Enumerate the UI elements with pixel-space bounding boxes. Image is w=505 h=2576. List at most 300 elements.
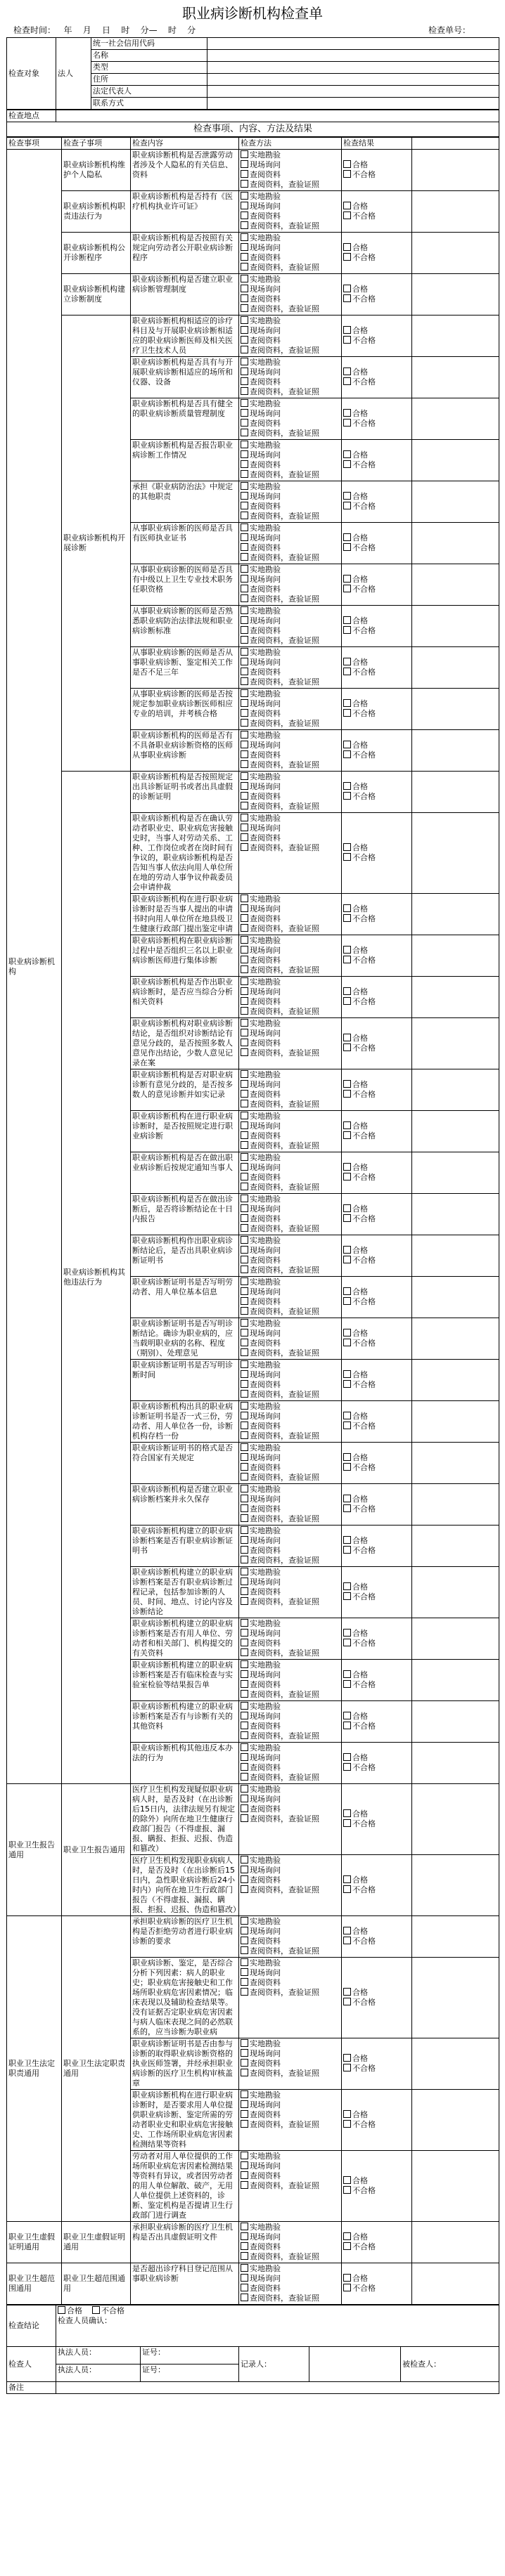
method-option[interactable] [241,1937,340,1946]
result-option[interactable] [343,1422,410,1431]
method-option[interactable] [241,377,340,387]
method-option[interactable] [241,1029,340,1039]
method-option[interactable] [241,699,340,709]
result-option[interactable] [343,1090,410,1100]
target-field-value[interactable] [207,62,499,74]
method-option[interactable] [241,160,340,170]
result-option[interactable] [343,2284,410,2294]
target-field-value[interactable] [207,38,499,50]
method-option[interactable] [241,2252,340,2262]
target-field-value[interactable] [207,98,499,110]
method-option[interactable] [241,2284,340,2294]
method-option[interactable] [241,1224,340,1234]
method-option[interactable] [241,2039,340,2049]
recorder-field[interactable] [309,2347,401,2382]
result-option[interactable] [343,575,410,585]
method-option[interactable] [241,750,340,760]
method-option[interactable] [241,1412,340,1422]
method-option[interactable] [241,2274,340,2284]
blank-cell[interactable] [412,1618,499,1660]
blank-cell[interactable] [412,977,499,1018]
method-option[interactable] [241,1773,340,1783]
blank-cell[interactable] [412,2263,499,2305]
method-option[interactable] [241,1587,340,1597]
method-option[interactable] [241,1619,340,1629]
method-option[interactable] [241,470,340,480]
method-option[interactable] [241,1402,340,1412]
method-option[interactable] [241,1785,340,1795]
method-option[interactable] [241,2223,340,2232]
method-option[interactable] [241,1495,340,1504]
method-option[interactable] [241,285,340,294]
method-option[interactable] [241,1277,340,1287]
method-option[interactable] [241,2069,340,2079]
method-option[interactable] [241,1568,340,1578]
method-option[interactable] [241,2152,340,2161]
blank-cell[interactable] [412,1743,499,1784]
result-option[interactable] [343,285,410,294]
method-option[interactable] [241,482,340,492]
method-option[interactable] [241,741,340,750]
method-option[interactable] [241,1722,340,1731]
method-option[interactable] [241,1473,340,1483]
method-option[interactable] [241,1183,340,1192]
result-option[interactable] [343,2232,410,2242]
method-option[interactable] [241,1526,340,1536]
method-option[interactable] [241,1712,340,1722]
result-option[interactable] [343,377,410,387]
result-option[interactable] [343,853,410,863]
method-option[interactable] [241,2120,340,2130]
method-option[interactable] [241,429,340,438]
result-option[interactable] [343,585,410,594]
method-option[interactable] [241,616,340,626]
method-option[interactable] [241,1885,340,1895]
result-option[interactable] [343,1131,410,1141]
blank-cell[interactable] [412,689,499,730]
method-option[interactable] [241,192,340,202]
method-option[interactable] [241,419,340,429]
method-option[interactable] [241,316,340,326]
blank-cell[interactable] [412,523,499,564]
result-option[interactable] [343,450,410,460]
result-option[interactable] [343,658,410,668]
method-option[interactable] [241,1927,340,1937]
blank-cell[interactable] [412,1235,499,1277]
method-option[interactable] [241,1246,340,1256]
method-option[interactable] [241,1968,340,1978]
remarks-field[interactable] [56,2382,499,2394]
blank-cell[interactable] [412,440,499,481]
result-option[interactable] [343,502,410,512]
method-option[interactable] [241,2100,340,2110]
method-option[interactable] [241,802,340,812]
method-option[interactable] [241,1039,340,1048]
blank-cell[interactable] [412,481,499,523]
result-option[interactable] [343,492,410,502]
method-option[interactable] [241,1319,340,1329]
method-option[interactable] [241,1463,340,1473]
result-option[interactable] [343,956,410,965]
result-option[interactable] [343,626,410,636]
method-option[interactable] [241,304,340,314]
blank-cell[interactable] [412,398,499,440]
method-option[interactable] [241,399,340,409]
method-option[interactable] [241,294,340,304]
blank-cell[interactable] [412,1855,499,1916]
result-option[interactable] [343,750,410,760]
method-option[interactable] [241,1121,340,1131]
method-option[interactable] [241,565,340,575]
blank-cell[interactable] [412,606,499,647]
result-option[interactable] [343,1937,410,1946]
method-option[interactable] [241,1390,340,1400]
result-option[interactable] [343,1339,410,1348]
result-option[interactable] [343,616,410,626]
result-option[interactable] [343,212,410,221]
result-option[interactable] [343,792,410,802]
method-option[interactable] [241,792,340,802]
method-option[interactable] [241,924,340,934]
blank-cell[interactable] [412,894,499,935]
method-option[interactable] [241,1297,340,1307]
result-option[interactable] [343,2242,410,2252]
method-option[interactable] [241,326,340,336]
blank-cell[interactable] [412,274,499,316]
method-option[interactable] [241,1370,340,1380]
result-option[interactable] [343,1680,410,1690]
result-option[interactable] [343,2110,410,2120]
method-option[interactable] [241,1360,340,1370]
result-option[interactable] [343,1504,410,1514]
method-option[interactable] [241,904,340,914]
method-option[interactable] [241,1946,340,1956]
method-option[interactable] [241,1453,340,1463]
method-option[interactable] [241,648,340,658]
method-option[interactable] [241,180,340,190]
method-option[interactable] [241,243,340,253]
result-option[interactable] [343,904,410,914]
result-option[interactable] [343,1034,410,1043]
method-option[interactable] [241,606,340,616]
method-option[interactable] [241,492,340,502]
result-option[interactable] [343,741,410,750]
blank-cell[interactable] [412,730,499,772]
method-option[interactable] [241,202,340,212]
method-option[interactable] [241,946,340,956]
result-option[interactable] [343,1121,410,1131]
method-option[interactable] [241,1266,340,1275]
result-option[interactable] [343,1412,410,1422]
method-option[interactable] [241,1629,340,1639]
method-option[interactable] [241,668,340,677]
blank-cell[interactable] [412,647,499,689]
result-option[interactable] [343,987,410,997]
blank-cell[interactable] [412,1484,499,1526]
method-option[interactable] [241,594,340,604]
result-option[interactable] [343,1712,410,1722]
result-option[interactable] [343,1885,410,1895]
method-option[interactable] [241,689,340,699]
result-option[interactable] [343,294,410,304]
method-option[interactable] [241,1204,340,1214]
method-option[interactable] [241,1339,340,1348]
result-option[interactable] [343,2176,410,2186]
result-option[interactable] [343,170,410,180]
method-option[interactable] [241,543,340,553]
method-option[interactable] [241,553,340,563]
method-option[interactable] [241,502,340,512]
conclusion-pass-option[interactable]: 合格 [58,2306,82,2315]
method-option[interactable] [241,1917,340,1927]
blank-cell[interactable] [412,2038,499,2090]
method-option[interactable] [241,221,340,231]
result-option[interactable] [343,1536,410,1546]
blank-cell[interactable] [412,564,499,606]
method-option[interactable] [241,1112,340,1121]
result-option[interactable] [343,326,410,336]
result-option[interactable] [343,1639,410,1648]
method-option[interactable] [241,833,340,843]
method-option[interactable] [241,1690,340,1700]
method-option[interactable] [241,760,340,770]
blank-cell[interactable] [412,1360,499,1401]
method-option[interactable] [241,1958,340,1968]
method-option[interactable] [241,1195,340,1204]
method-option[interactable] [241,523,340,533]
method-option[interactable] [241,409,340,419]
result-option[interactable] [343,253,410,263]
method-option[interactable] [241,2181,340,2191]
method-option[interactable] [241,1080,340,1090]
method-option[interactable] [241,965,340,975]
method-option[interactable] [241,460,340,470]
blank-cell[interactable] [412,1958,499,2038]
blank-cell[interactable] [412,2151,499,2222]
method-option[interactable] [241,346,340,356]
result-option[interactable] [343,1753,410,1763]
result-option[interactable] [343,1495,410,1504]
blank-cell[interactable] [412,1443,499,1484]
method-option[interactable] [241,1070,340,1080]
result-option[interactable] [343,1043,410,1053]
method-option[interactable] [241,1795,340,1804]
result-option[interactable] [343,243,410,253]
method-option[interactable] [241,987,340,997]
method-option[interactable] [241,1763,340,1773]
method-option[interactable] [241,914,340,924]
method-option[interactable] [241,977,340,987]
result-option[interactable] [343,1988,410,1998]
result-option[interactable] [343,1173,410,1183]
result-option[interactable] [343,2054,410,2064]
method-option[interactable] [241,367,340,377]
method-option[interactable] [241,1556,340,1566]
result-option[interactable] [343,1246,410,1256]
blank-cell[interactable] [412,1916,499,1958]
blank-cell[interactable] [412,191,499,233]
blank-cell[interactable] [412,1152,499,1194]
blank-cell[interactable] [412,1401,499,1443]
method-option[interactable] [241,2264,340,2274]
result-option[interactable] [343,160,410,170]
result-option[interactable] [343,1329,410,1339]
result-option[interactable] [343,336,410,346]
method-option[interactable] [241,1131,340,1141]
method-option[interactable] [241,2171,340,2181]
location-field[interactable] [56,110,499,122]
method-option[interactable] [241,2242,340,2252]
method-option[interactable] [241,1578,340,1587]
result-option[interactable] [343,1722,410,1731]
result-option[interactable] [343,1582,410,1592]
method-option[interactable] [241,2161,340,2171]
method-option[interactable] [241,1256,340,1266]
result-option[interactable] [343,2064,410,2074]
method-option[interactable] [241,1536,340,1546]
method-option[interactable] [241,1680,340,1690]
method-option[interactable] [241,2232,340,2242]
method-option[interactable] [241,1007,340,1017]
blank-cell[interactable] [412,813,499,894]
result-option[interactable] [343,1629,410,1639]
method-option[interactable] [241,895,340,904]
method-option[interactable] [241,1214,340,1224]
method-option[interactable] [241,263,340,273]
result-option[interactable] [343,1370,410,1380]
method-option[interactable] [241,1348,340,1358]
target-field-value[interactable] [207,50,499,62]
method-option[interactable] [241,1814,340,1824]
method-option[interactable] [241,1141,340,1151]
method-option[interactable] [241,1422,340,1431]
method-option[interactable] [241,275,340,285]
result-option[interactable] [343,668,410,677]
method-option[interactable] [241,1546,340,1556]
method-option[interactable] [241,387,340,397]
method-option[interactable] [241,719,340,729]
method-option[interactable] [241,512,340,521]
method-option[interactable] [241,253,340,263]
result-option[interactable] [343,1875,410,1885]
blank-cell[interactable] [412,2090,499,2151]
method-option[interactable] [241,1514,340,1524]
method-option[interactable] [241,2090,340,2100]
method-option[interactable] [241,782,340,792]
blank-cell[interactable] [412,357,499,398]
method-option[interactable] [241,1173,340,1183]
blank-cell[interactable] [412,1526,499,1567]
result-option[interactable] [343,533,410,543]
method-option[interactable] [241,1100,340,1110]
result-option[interactable] [343,367,410,377]
blank-cell[interactable] [412,772,499,813]
method-option[interactable] [241,814,340,824]
result-option[interactable] [343,2274,410,2284]
method-option[interactable] [241,1431,340,1441]
method-option[interactable] [241,1978,340,1988]
method-option[interactable] [241,2294,340,2303]
method-option[interactable] [241,626,340,636]
method-option[interactable] [241,1731,340,1741]
result-option[interactable] [343,460,410,470]
method-option[interactable] [241,533,340,543]
method-option[interactable] [241,1287,340,1297]
result-option[interactable] [343,1163,410,1173]
method-option[interactable] [241,1804,340,1814]
blank-cell[interactable] [412,233,499,274]
blank-cell[interactable] [412,2222,499,2263]
method-option[interactable] [241,1639,340,1648]
method-option[interactable] [241,1090,340,1100]
blank-cell[interactable] [412,1701,499,1743]
method-option[interactable] [241,1753,340,1763]
method-option[interactable] [241,1856,340,1866]
result-option[interactable] [343,914,410,924]
result-option[interactable] [343,699,410,709]
result-option[interactable] [343,1297,410,1307]
method-option[interactable] [241,1485,340,1495]
method-option[interactable] [241,1504,340,1514]
blank-cell[interactable] [412,1194,499,1235]
method-option[interactable] [241,575,340,585]
blank-cell[interactable] [412,150,499,191]
result-option[interactable] [343,1763,410,1773]
method-option[interactable] [241,150,340,160]
result-option[interactable] [343,1592,410,1602]
method-option[interactable] [241,936,340,946]
method-option[interactable] [241,1743,340,1753]
method-option[interactable] [241,997,340,1007]
method-option[interactable] [241,1329,340,1339]
method-option[interactable] [241,1236,340,1246]
method-option[interactable] [241,441,340,450]
target-field-value[interactable] [207,74,499,86]
blank-cell[interactable] [412,1111,499,1152]
blank-cell[interactable] [412,316,499,357]
result-option[interactable] [343,419,410,429]
result-option[interactable] [343,782,410,792]
method-option[interactable] [241,824,340,833]
blank-cell[interactable] [412,1318,499,1360]
method-option[interactable] [241,1048,340,1058]
result-option[interactable] [343,2186,410,2196]
conclusion-fail-option[interactable]: 不合格 [92,2306,124,2315]
method-option[interactable] [241,956,340,965]
method-option[interactable] [241,709,340,719]
result-option[interactable] [343,1819,410,1829]
method-option[interactable] [241,585,340,594]
method-option[interactable] [241,1153,340,1163]
result-option[interactable] [343,1670,410,1680]
blank-cell[interactable] [412,1784,499,1855]
method-option[interactable] [241,450,340,460]
result-option[interactable] [343,1453,410,1463]
result-option[interactable] [343,1809,410,1819]
blank-cell[interactable] [412,935,499,977]
result-option[interactable] [343,2120,410,2130]
method-option[interactable] [241,212,340,221]
blank-cell[interactable] [412,1277,499,1318]
result-option[interactable] [343,409,410,419]
result-option[interactable] [343,1546,410,1556]
method-option[interactable] [241,1660,340,1670]
blank-cell[interactable] [412,1660,499,1701]
method-option[interactable] [241,636,340,646]
method-option[interactable] [241,336,340,346]
method-option[interactable] [241,170,340,180]
method-option[interactable] [241,358,340,367]
